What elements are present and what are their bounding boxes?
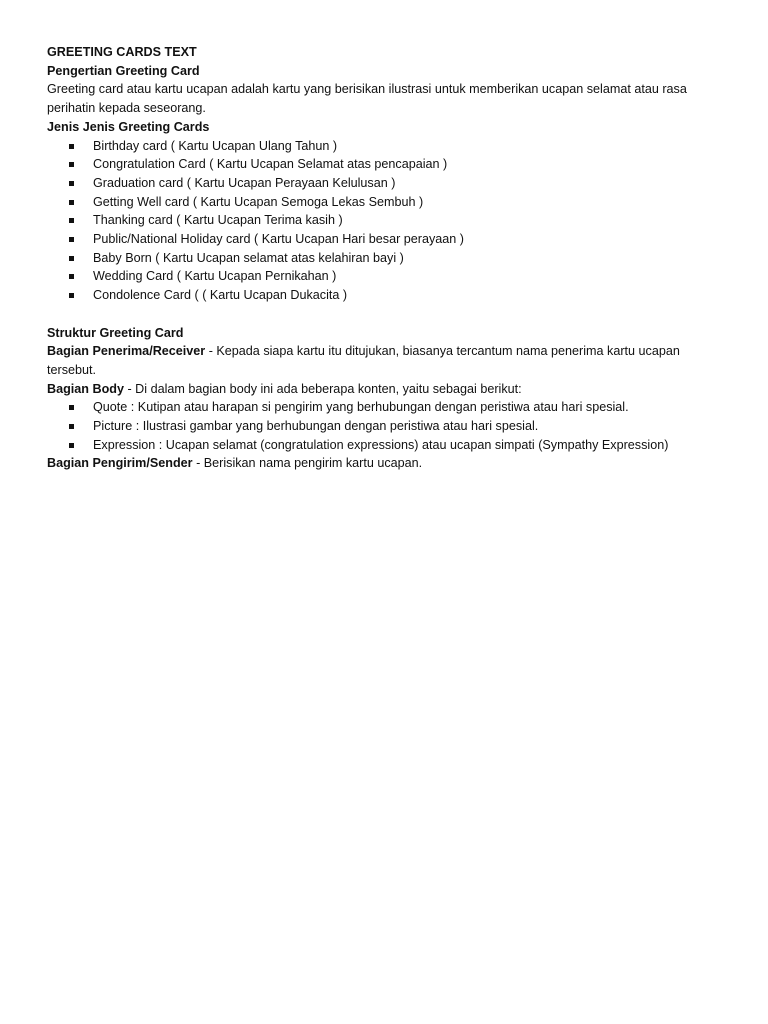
penerima-paragraph: [47, 342, 717, 379]
body-list: [47, 398, 717, 454]
list-item: Congratulation Card ( Kartu Ucapan Selamat atas pencapaian ): [47, 155, 717, 174]
document-page: [47, 43, 717, 473]
square-bullet-icon: [69, 293, 74, 298]
jenis-heading: Jenis Jenis Greeting Cards: [47, 119, 210, 134]
square-bullet-icon: [69, 424, 74, 429]
pengirim-text: - Berisikan nama pengirim kartu ucapan.: [192, 456, 423, 471]
list-item: Graduation card ( Kartu Ucapan Perayaan Kelulusan ): [47, 174, 717, 193]
square-bullet-icon: [69, 256, 74, 261]
pengertian-heading: Pengertian Greeting Card: [47, 63, 200, 78]
blank-line: [47, 305, 717, 324]
pengirim-label: Bagian Pengirim/Sender: [47, 456, 193, 471]
pengertian-text: Greeting card atau kartu ucapan adalah kartu yang berisikan ilustrasi untuk memberikan ucapan selamat atau rasa perihatin kepada seseorang.: [47, 82, 687, 116]
list-item: Getting Well card ( Kartu Ucapan Semoga Lekas Sembuh ): [47, 193, 717, 212]
list-item: Public/National Holiday card ( Kartu Ucapan Hari besar perayaan ): [47, 230, 717, 249]
body-label: Bagian Body: [47, 381, 124, 396]
jenis-list: [47, 137, 717, 305]
list-item: Thanking card ( Kartu Ucapan Terima kasih ): [47, 211, 717, 230]
pengirim-paragraph: [47, 454, 717, 473]
body-text: - Di dalam bagian body ini ada beberapa konten, yaitu sebagai berikut:: [123, 381, 522, 396]
list-item: Expression : Ucapan selamat (congratulation expressions) atau ucapan simpati (Sympathy Expression): [47, 436, 717, 455]
body-paragraph: [47, 380, 717, 399]
document-title: GREETING CARDS TEXT: [47, 45, 197, 59]
list-item: Condolence Card ( ( Kartu Ucapan Dukacita ): [47, 286, 717, 305]
square-bullet-icon: [69, 443, 74, 448]
penerima-label: Bagian Penerima/Receiver: [47, 344, 206, 359]
list-item: Wedding Card ( Kartu Ucapan Pernikahan ): [47, 267, 717, 286]
square-bullet-icon: [69, 274, 74, 279]
square-bullet-icon: [69, 162, 74, 167]
list-item: Picture : Ilustrasi gambar yang berhubungan dengan peristiwa atau hari spesial.: [47, 417, 717, 436]
struktur-heading: Struktur Greeting Card: [47, 325, 184, 340]
square-bullet-icon: [69, 200, 74, 205]
square-bullet-icon: [69, 144, 74, 149]
list-item: Baby Born ( Kartu Ucapan selamat atas kelahiran bayi ): [47, 249, 717, 268]
list-item: Quote : Kutipan atau harapan si pengirim yang berhubungan dengan peristiwa atau hari spesial.: [47, 398, 717, 417]
square-bullet-icon: [69, 405, 74, 410]
square-bullet-icon: [69, 181, 74, 186]
list-item: Birthday card ( Kartu Ucapan Ulang Tahun ): [47, 137, 717, 156]
penerima-text: - Kepada siapa kartu itu ditujukan, biasanya tercantum nama penerima kartu ucapan tersebut.: [47, 344, 680, 377]
square-bullet-icon: [69, 218, 74, 223]
square-bullet-icon: [69, 237, 74, 242]
